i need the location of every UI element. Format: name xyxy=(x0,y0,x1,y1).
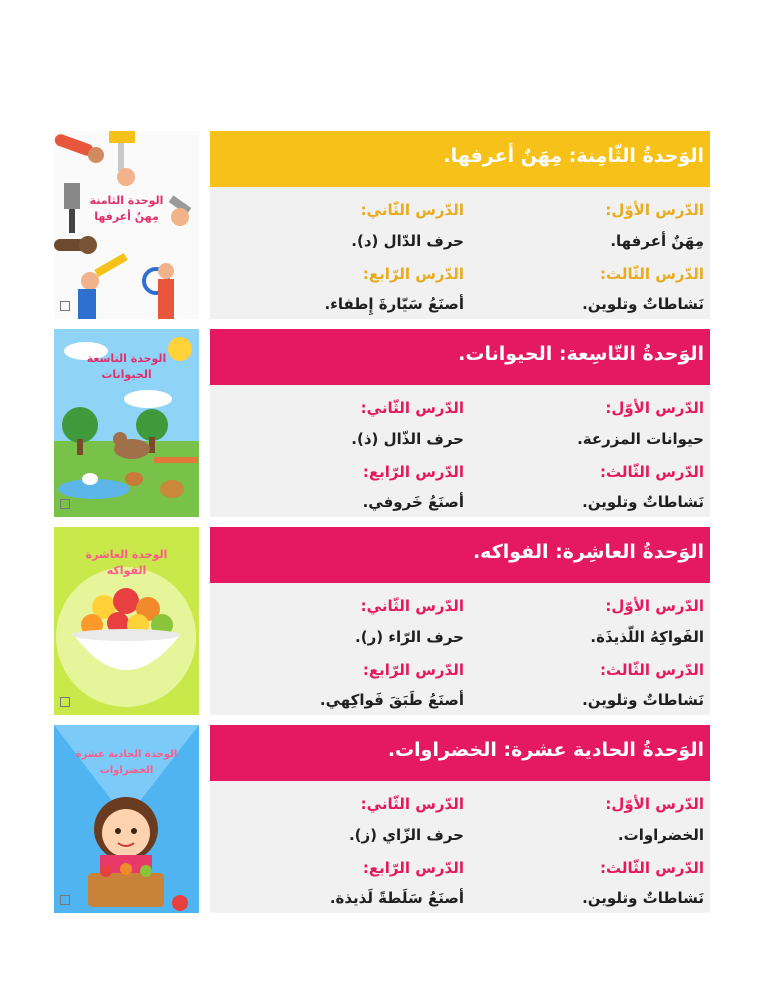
lesson-3-label: الدّرس الثّالث: xyxy=(599,265,704,283)
lesson-4-label: الدّرس الرّابع: xyxy=(362,265,464,283)
lesson-4-label: الدّرس الرّابع: xyxy=(362,859,464,877)
unit-cover-professions xyxy=(54,131,199,319)
lesson-1-label: الدّرس الأوّل: xyxy=(605,201,704,219)
lesson-4-label: الدّرس الرّابع: xyxy=(362,661,464,679)
lesson-3-title: نَشاطاتٌ وتلوين. xyxy=(582,493,704,511)
lesson-2-label: الدّرس الثّاني: xyxy=(360,201,464,219)
lesson-4-title: أصنَعُ سَلَطةً لَذيذة. xyxy=(329,889,464,907)
unit-banner xyxy=(210,527,710,583)
lesson-1-title: الفَواكِهُ اللّذيذَة. xyxy=(590,628,704,646)
lessons-panel xyxy=(210,385,710,517)
lesson-4-title: أصنَعُ طَبَقَ فَواكِهي. xyxy=(319,691,464,709)
unit-card-10 xyxy=(54,527,710,715)
lessons-panel xyxy=(210,187,710,319)
unit-title: الوَحدةُ الثّامِنة: مِهَنٌ أعرفها. xyxy=(443,145,704,167)
lesson-3-label: الدّرس الثّالث: xyxy=(599,463,704,481)
publisher-logo xyxy=(60,895,100,907)
cover-title: الوحدة العاشرة الفواكه xyxy=(85,548,168,577)
lesson-4-title: أصنَعُ خَروفي. xyxy=(362,493,464,511)
lessons-panel xyxy=(210,583,710,715)
lesson-1-title: حيوانات المزرعة. xyxy=(577,430,704,448)
lesson-2-label: الدّرس الثّاني: xyxy=(360,399,464,417)
lesson-4-title: أصنَعُ سَيّارةَ إِطفاء. xyxy=(324,295,464,313)
unit-title: الوَحدةُ الحادية عشرة: الخضراوات. xyxy=(387,739,704,761)
lesson-2-title: حرف الرّاء (ر). xyxy=(355,628,464,646)
lesson-2-label: الدّرس الثّاني: xyxy=(360,597,464,615)
publisher-logo xyxy=(60,499,100,511)
professions-illustration-icon xyxy=(54,131,199,319)
unit-cover-vegetables xyxy=(54,725,199,913)
unit-card-8 xyxy=(54,131,710,319)
lesson-1-label: الدّرس الأوّل: xyxy=(605,597,704,615)
unit-banner xyxy=(210,329,710,385)
lesson-2-title: حرف الذّال (ذ). xyxy=(351,430,464,448)
unit-title: الوَحدةُ العاشِرة: الفواكه. xyxy=(472,541,704,563)
unit-card-11 xyxy=(54,725,710,913)
cover-title: الوحدة الحادية عشرة الخضراوات xyxy=(75,749,178,776)
unit-banner xyxy=(210,725,710,781)
lesson-3-title: نَشاطاتٌ وتلوين. xyxy=(582,889,704,907)
lesson-3-title: نَشاطاتٌ وتلوين. xyxy=(582,295,704,313)
lesson-3-label: الدّرس الثّالث: xyxy=(599,859,704,877)
lesson-4-label: الدّرس الرّابع: xyxy=(362,463,464,481)
lessons-panel xyxy=(210,781,710,913)
lesson-3-label: الدّرس الثّالث: xyxy=(599,661,704,679)
unit-cover-animals xyxy=(54,329,199,517)
unit-card-9 xyxy=(54,329,710,517)
unit-title: الوَحدةُ التّاسِعة: الحيوانات. xyxy=(458,343,704,365)
publisher-logo xyxy=(60,697,100,709)
unit-cover-fruits xyxy=(54,527,199,715)
lesson-1-label: الدّرس الأوّل: xyxy=(605,795,704,813)
lesson-3-title: نَشاطاتٌ وتلوين. xyxy=(582,691,704,709)
lesson-1-title: مِهَنٌ أعرفها. xyxy=(610,232,704,250)
cover-title: الوحدة التاسعة الحيوانات xyxy=(86,352,167,381)
lesson-1-title: الخضراوات. xyxy=(617,826,704,844)
lesson-2-title: حرف الزّاي (ز). xyxy=(348,826,464,844)
unit-banner xyxy=(210,131,710,187)
lesson-2-title: حرف الدّال (د). xyxy=(351,232,464,250)
publisher-logo xyxy=(60,301,100,313)
lesson-1-label: الدّرس الأوّل: xyxy=(605,399,704,417)
lesson-2-label: الدّرس الثّاني: xyxy=(360,795,464,813)
cover-title: الوحدة الثامنة مِهنٌ أعرفها xyxy=(89,194,164,223)
